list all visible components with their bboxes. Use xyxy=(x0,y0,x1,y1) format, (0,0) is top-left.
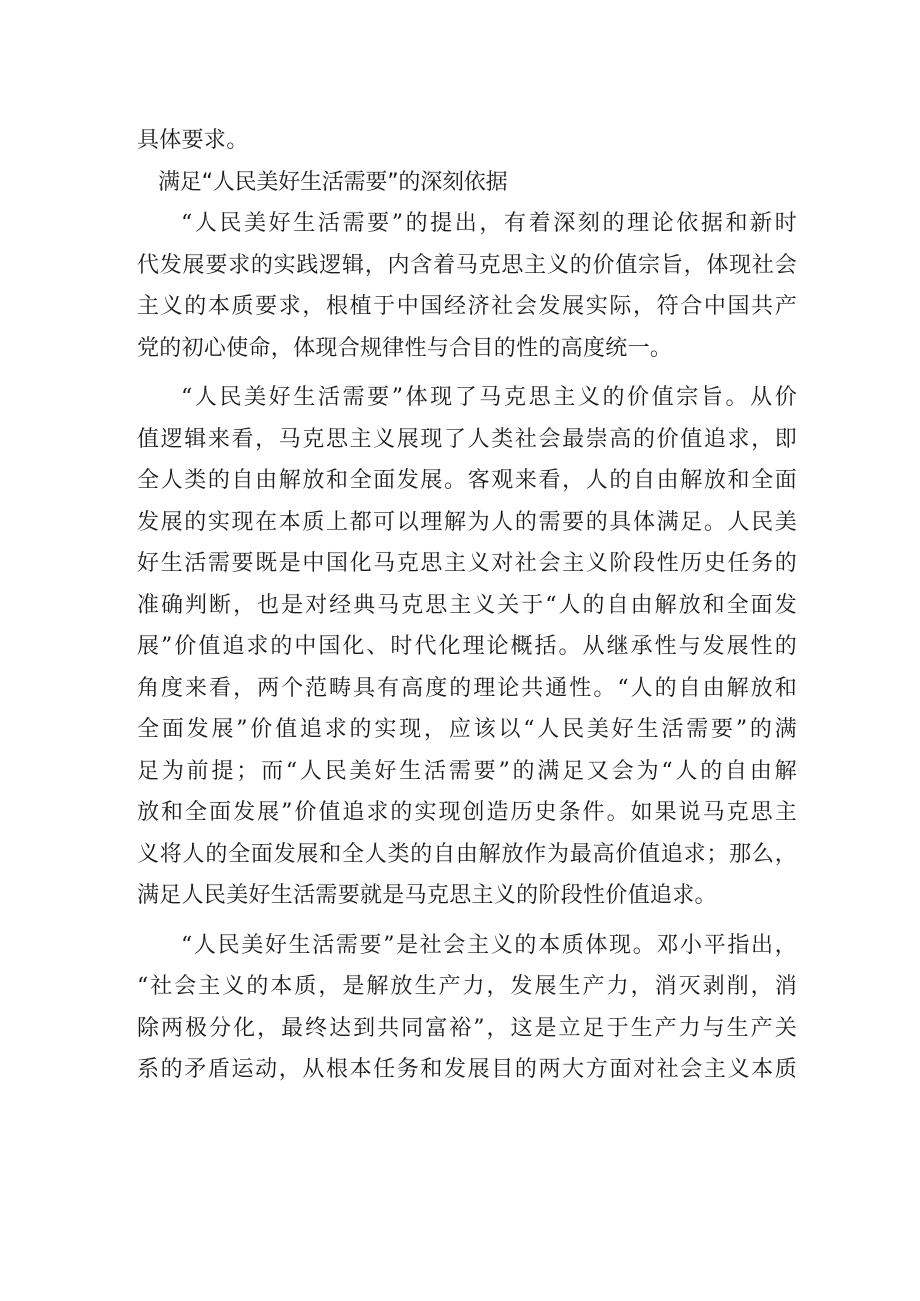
paragraph-line: 代发展要求的实践逻辑，内含着马克思主义的价值宗旨，体现社会 xyxy=(137,252,797,278)
paragraph-line: 满足人民美好生活需要就是马克思主义的阶段性价值追求。 xyxy=(137,883,717,908)
paragraph-line: “人民美好生活需要”的提出，有着深刻的理论依据和新时 xyxy=(181,211,797,236)
paragraph-line: 展”价值追求的中国化、时代化理论概括。从继承性与发展性的 xyxy=(137,634,797,659)
paragraph-line: 主义的本质要求，根植于中国经济社会发展实际，符合中国共产 xyxy=(137,294,797,319)
paragraph-line: 党的初心使命，体现合规律性与合目的性的高度统一。 xyxy=(137,335,673,361)
paragraph-line: 准确判断，也是对经典马克思主义关于“人的自由解放和全面发 xyxy=(137,592,797,618)
paragraph-line: “人民美好生活需要”体现了马克思主义的价值宗旨。从价 xyxy=(181,385,797,410)
paragraph-line: 除两极分化，最终达到共同富裕”，这是立足于生产力与生产关 xyxy=(137,1015,797,1041)
paragraph-line: 系的矛盾运动，从根本任务和发展目的两大方面对社会主义本质 xyxy=(137,1057,797,1082)
paragraph-3 xyxy=(137,925,797,1091)
paragraph-line: 发展的实现在本质上都可以理解为人的需要的具体满足。人民美 xyxy=(137,509,797,535)
paragraph-line: 放和全面发展”价值追求的实现创造历史条件。如果说马克思主 xyxy=(137,800,797,825)
paragraph-line: 值逻辑来看，马克思主义展现了人类社会最崇高的价值追求，即 xyxy=(137,426,797,452)
paragraph-line: 全面发展”价值追求的实现，应该以“人民美好生活需要”的满 xyxy=(137,717,797,742)
paragraph-line: 义将人的全面发展和全人类的自由解放作为最高价值追求；那么， xyxy=(137,841,797,867)
paragraph-2 xyxy=(137,377,797,917)
paragraph-line: 好生活需要既是中国化马克思主义对社会主义阶段性历史任务的 xyxy=(137,551,797,576)
paragraph-line: 角度来看，两个范畴具有高度的理论共通性。“人的自由解放和 xyxy=(137,675,797,701)
paragraph-line: 足为前提；而“人民美好生活需要”的满足又会为“人的自由解 xyxy=(137,758,797,784)
paragraph-line: 全人类的自由解放和全面发展。客观来看，人的自由解放和全面 xyxy=(137,468,797,493)
paragraph-gap xyxy=(137,917,797,925)
paragraph-gap xyxy=(137,369,797,377)
document-page xyxy=(137,120,797,1091)
section-heading: 满足“人民美好生活需要”的深刻依据 xyxy=(158,169,508,195)
paragraph-line: “社会主义的本质，是解放生产力，发展生产力，消灭剥削，消 xyxy=(137,974,797,999)
paragraph-line: “人民美好生活需要”是社会主义的本质体现。邓小平指出， xyxy=(181,932,797,958)
paragraph-1 xyxy=(137,203,797,369)
opening-line: 具体要求。 xyxy=(137,128,249,153)
